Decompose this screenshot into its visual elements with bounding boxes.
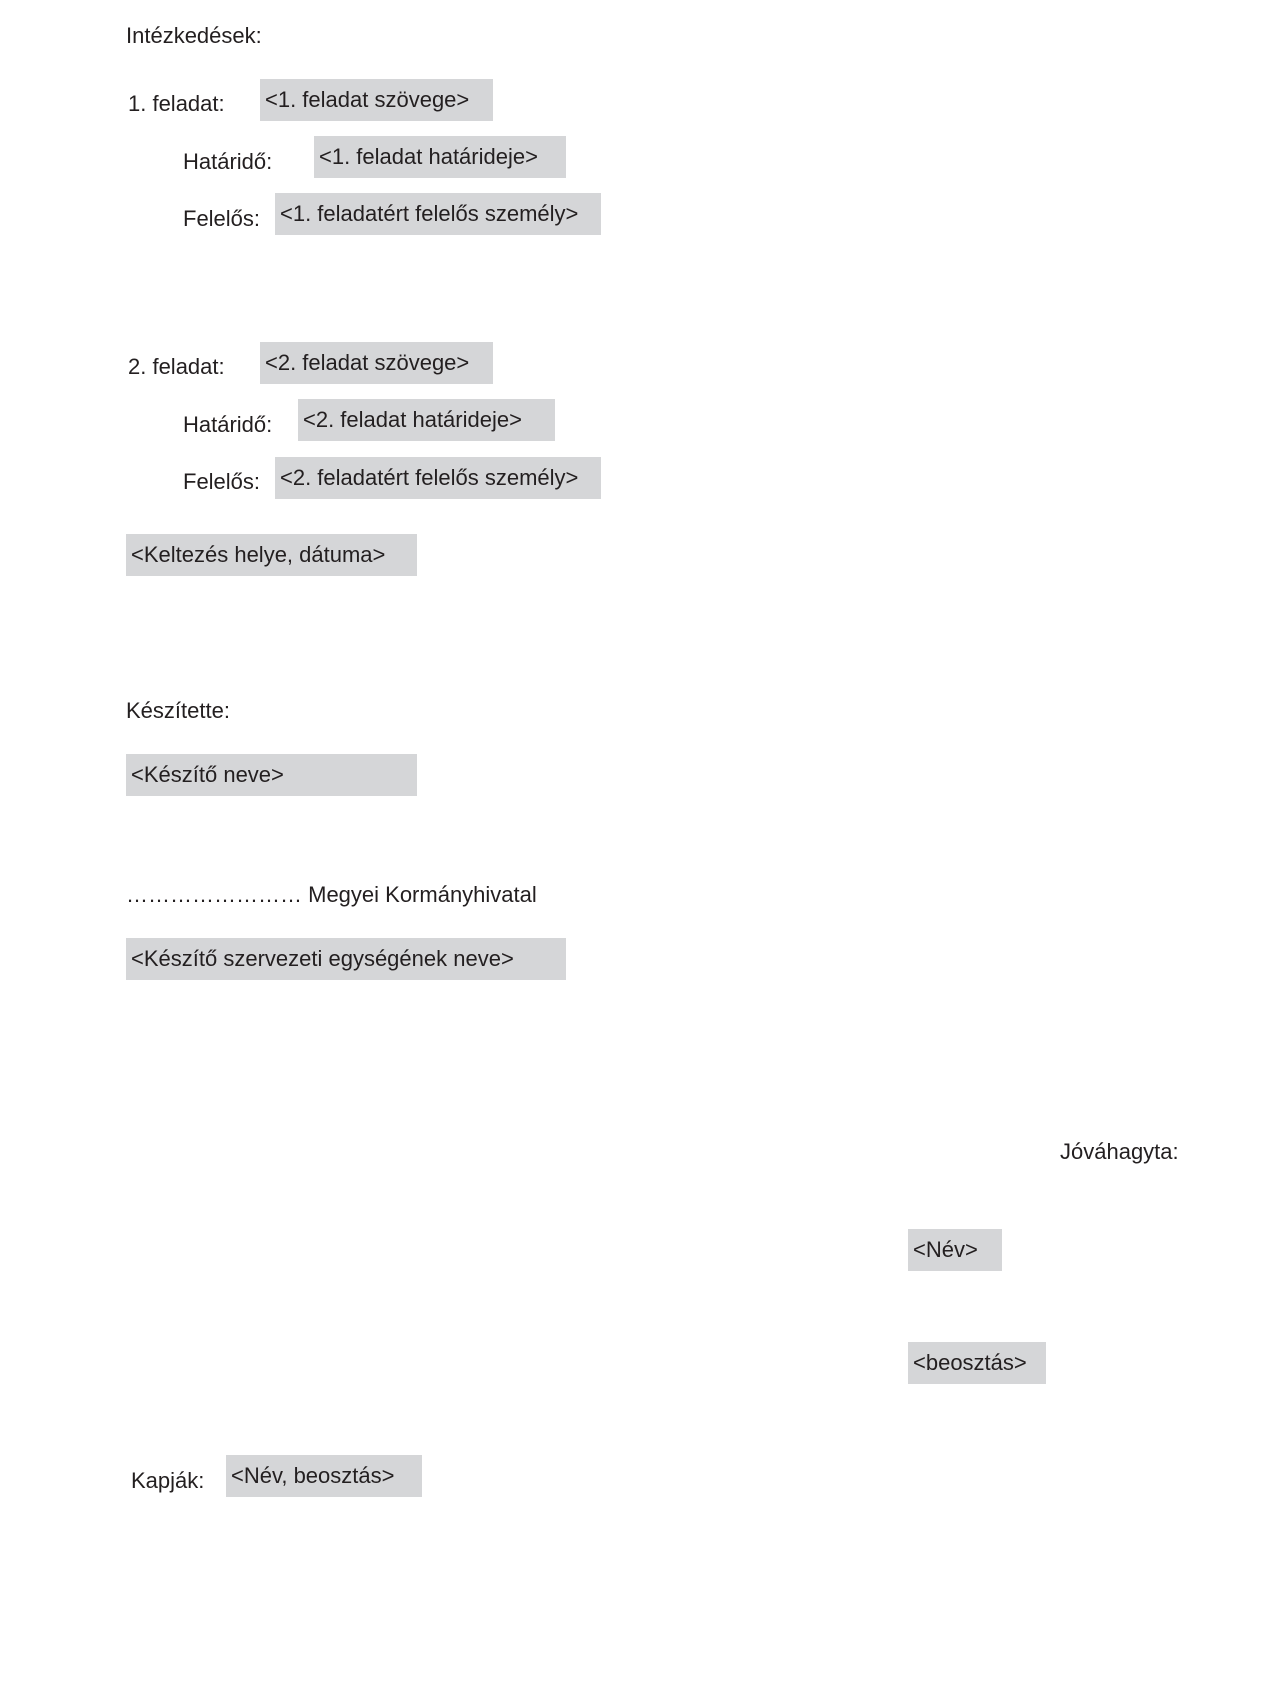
task-2-responsible-label: Felelős:	[183, 469, 261, 494]
task-1-text-field[interactable]: <1. feladat szövege>	[260, 79, 493, 121]
task-2-responsible-field[interactable]: <2. feladatért felelős személy>	[275, 457, 601, 499]
task-2-deadline-field[interactable]: <2. feladat határideje>	[298, 399, 555, 441]
task-1-responsible-label: Felelős:	[183, 206, 261, 231]
task-1-deadline-label: Határidő:	[183, 149, 273, 174]
preparer-unit-field[interactable]: <Készítő szervezeti egységének neve>	[126, 938, 566, 980]
place-date-field[interactable]: <Keltezés helye, dátuma>	[126, 534, 417, 576]
preparer-name-field[interactable]: <Készítő neve>	[126, 754, 417, 796]
approved-by-label: Jóváhagyta:	[1060, 1139, 1179, 1164]
task-1-responsible-field[interactable]: <1. feladatért felelős személy>	[275, 193, 601, 235]
task-2-text-field[interactable]: <2. feladat szövege>	[260, 342, 493, 384]
task-1-deadline-field[interactable]: <1. feladat határideje>	[314, 136, 566, 178]
approver-position-field[interactable]: <beosztás>	[908, 1342, 1046, 1384]
task-2-deadline-label: Határidő:	[183, 412, 273, 437]
task-1-label: 1. feladat:	[128, 91, 225, 116]
office-line: …………………… Megyei Kormányhivatal	[126, 882, 537, 907]
measures-heading: Intézkedések:	[126, 23, 262, 48]
task-2-label: 2. feladat:	[128, 354, 225, 379]
approver-name-field[interactable]: <Név>	[908, 1229, 1002, 1271]
recipients-label: Kapják:	[131, 1468, 205, 1493]
prepared-by-label: Készítette:	[126, 698, 230, 723]
recipients-field[interactable]: <Név, beosztás>	[226, 1455, 422, 1497]
